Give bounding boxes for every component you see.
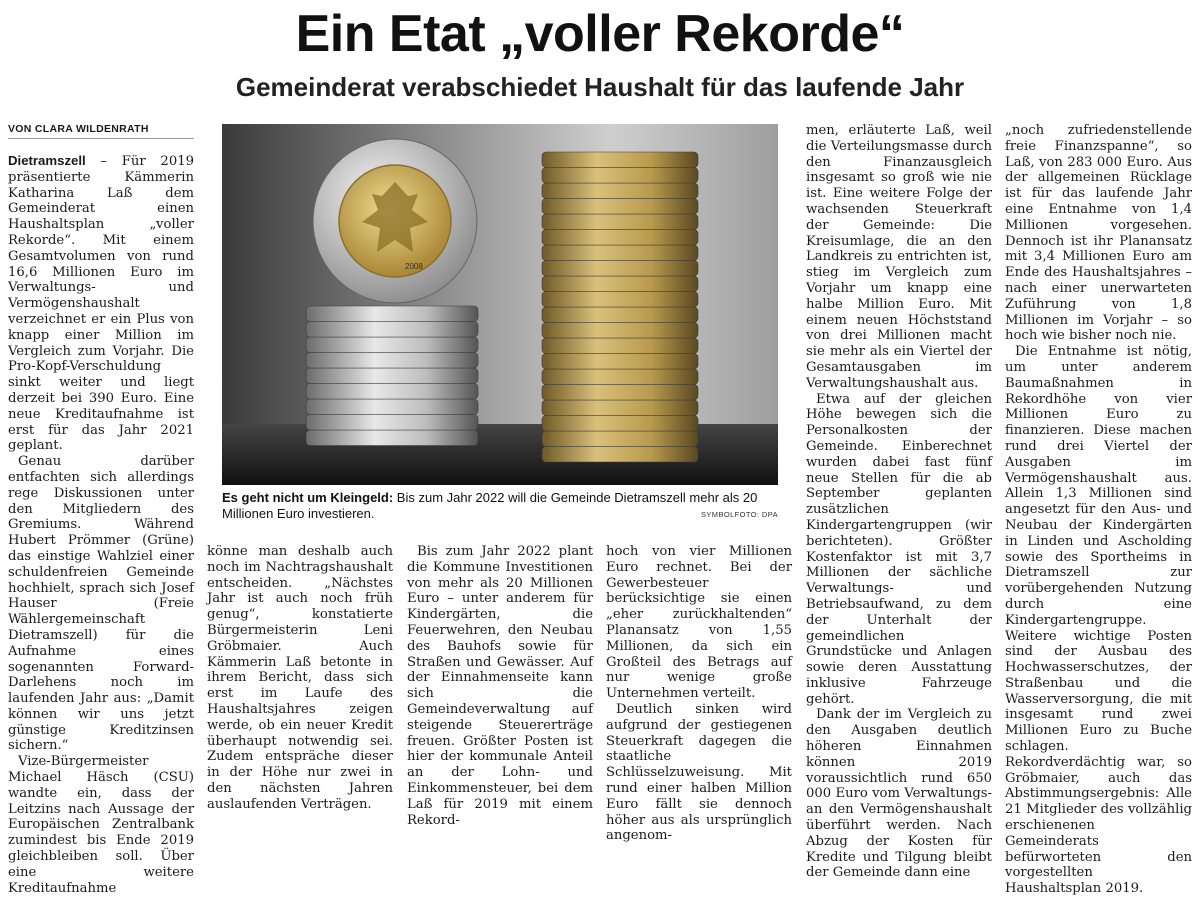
photo-caption [222, 490, 778, 522]
paragraph: Deutlich sinken wird aufgrund der gestiegenen Steuerkraft dagegen die staatliche Schlüsselzuweisung. Mit rund einer halben Million Euro fällt sie dennoch höher aus als ursprünglich angenom- [606, 701, 792, 844]
article-column-4 [606, 544, 792, 844]
dateline: Dietramszell [8, 153, 86, 168]
subheadline: Gemeinderat verabschiedet Haushalt für das laufende Jahr [235, 72, 965, 102]
paragraph: Dietramszell – Für 2019 präsentierte Kämmerin Katharina Laß dem Gemeinderat einen Haushaltsplan „voller Rekorde“. Mit einem Gesamtvolumen von rund 16,6 Millionen Euro im Verwaltungs- und Vermögenshaushalt verzeichnet er ein Plus von knapp einer Million im Vergleich zum Vorjahr. Die Pro-Kopf-Verschuldung sinkt weiter und liegt derzeit bei 390 Euro. Eine neue Kreditaufnahme ist erst für das Jahr 2021 geplant. [8, 153, 194, 454]
article-column-2 [207, 544, 393, 812]
caption-lead: Es geht nicht um Kleingeld: [222, 490, 394, 505]
two-euro-coin [313, 139, 477, 303]
silver-coin-stack [306, 306, 478, 446]
headline: Ein Etat „voller Rekorde“ [295, 5, 905, 63]
paragraph: „noch zufriedenstellende freie Finanzspanne“, so Laß, von 283 000 Euro. Aus der allgemeinen Rücklage ist für das laufende Jahr eine Entnahme von 1,4 Millionen vorgesehen. Dennoch ist ihr Planansatz mit 3,4 Millionen Euro am Ende des Haushaltsjahres – nach einer unerwarteten Zuführung von 1,8 Millionen im Vorjahr – so hoch wie bisher noch nie. [1005, 123, 1192, 344]
gold-coin-stack [542, 152, 698, 462]
coin-year: 2008 [405, 262, 423, 271]
paragraph: Etwa auf der gleichen Höhe bewegen sich die Personalkosten der Gemeinde. Einberechnet wurden dabei fast fünf neue Stellen für die ab September geplanten zusätzlichen Kindergartengruppen (wir berichteten). Größter Kostenfaktor ist mit 3,7 Millionen der sächliche Verwaltungs- und Betriebsaufwand, zu dem der Unterhalt der gemeindlichen Grundstücke und Anlagen sowie deren Ausstattung inklusive Fahrzeuge gehört. [806, 391, 992, 707]
article-column-1 [8, 153, 194, 896]
caption-text: Bis zum Jahr 2022 will die Gemeinde Dietramszell mehr als 20 Millionen Euro investieren. [222, 490, 758, 521]
paragraph: Dank der im Vergleich zu den Ausgaben deutlich höheren Einnahmen können 2019 voraussichtlich rund 650 000 Euro vom Verwaltungs- an den Vermögenshaushalt überführt werden. Nach Abzug der Kosten für Kredite und Tilgung bleibt der Gemeinde dann eine [806, 707, 992, 881]
paragraph: men, erläuterte Laß, weil die Verteilungsmasse durch den Finanzausgleich insgesamt so groß wie nie ist. Eine weitere Folge der wachsenden Steuerkraft der Gemeinde: Die Kreisumlage, die an den Landkreis zu entrichten ist, stieg im Vergleich zum Vorjahr um knapp eine halbe Million Euro. Mit einem neuen Höchststand von drei Millionen macht sie mehr als ein Viertel der Gesamtausgaben im Verwaltungshaushalt aus. [806, 123, 992, 391]
paragraph: Genau darüber entfachten sich allerdings rege Diskussionen unter den Mitgliedern des Gremiums. Während Hubert Prömmer (Grüne) das einstige Wahlziel einer schuldenfreien Gemeinde hochhielt, sprach sich Josef Hauser (Freie Wählergemeinschaft Dietramszell) für die Aufnahme eines sogenannten Forward-Darlehens noch im laufenden Jahr aus: „Damit können wir uns jetzt günstige Kreditzinsen sichern.“ [8, 454, 194, 754]
article-column-6 [1005, 123, 1192, 897]
article-photo [222, 124, 778, 485]
byline: VON CLARA WILDENRATH [8, 123, 194, 139]
paragraph: Vize-Bürgermeister Michael Häsch (CSU) wandte ein, dass der Leitzins nach Aussage der Europäischen Zentralbank zumindest bis Ende 2019 gleichbleiben soll. Über eine weitere Kreditaufnahme [8, 754, 194, 896]
paragraph: könne man deshalb auch noch im Nachtragshaushalt entscheiden. „Nächstes Jahr ist auch noch früh genug“, konstatierte Bürgermeisterin Leni Gröbmaier. Auch Kämmerin Laß betonte in ihrem Bericht, dass sich erst im Laufe des Haushaltsjahres zeigen werde, ob ein neuer Kredit überhaupt notwendig sei. Zudem entspräche dieser in der Höhe nur zwei in den nächsten Jahren auslaufenden Verträgen. [207, 544, 393, 812]
coin-stacks-image [222, 124, 778, 485]
article-column-3 [407, 544, 593, 828]
photo-credit: SYMBOLFOTO: DPA [701, 510, 778, 519]
paragraph: Die Entnahme ist nötig, um unter anderem Baumaßnahmen in Rekordhöhe von vier Millionen Euro zu finanzieren. Diese machen rund drei Viertel der Ausgaben im Vermögenshaushalt aus. Allein 1,3 Millionen sind angesetzt für den Aus- und Neubau der Kindergärten in Linden und Ascholding sowie des Sportheims in Dietramszell zur vorübergehenden Nutzung durch eine Kindergartengruppe. Weitere wichtige Posten sind der Ausbau des Hochwasserschutzes, der Straßenbau und die Wasserversorgung, die mit insgesamt rund zwei Millionen Euro zu Buche schlagen. Rekordverdächtig war, so Gröbmaier, auch das Abstimmungsergebnis: Alle 21 Mitglieder des vollzählig erschienenen Gemeinderats befürworteten den vorgestellten Haushaltsplan 2019. [1005, 344, 1192, 897]
paragraph: hoch von vier Millionen Euro rechnet. Bei der Gewerbesteuer berücksichtige sie einen „eher zurückhaltenden“ Planansatz von 1,55 Millionen, da sich ein Großteil des Betrags auf nur wenige große Unternehmen verteilt. [606, 544, 792, 702]
paragraph: Bis zum Jahr 2022 plant die Kommune Investitionen von mehr als 20 Millionen Euro – unter anderem für Kindergärten, die Feuerwehren, den Neubau des Bauhofs sowie für Straßen und Gewässer. Auf der Einnahmenseite kann sich die Gemeindeverwaltung auf steigende Steuererträge freuen. Größter Posten ist hier der kommunale Anteil an der Lohn- und Einkommensteuer, bei dem Laß für 2019 mit einem Rekord- [407, 544, 593, 828]
article-column-5 [806, 123, 992, 881]
